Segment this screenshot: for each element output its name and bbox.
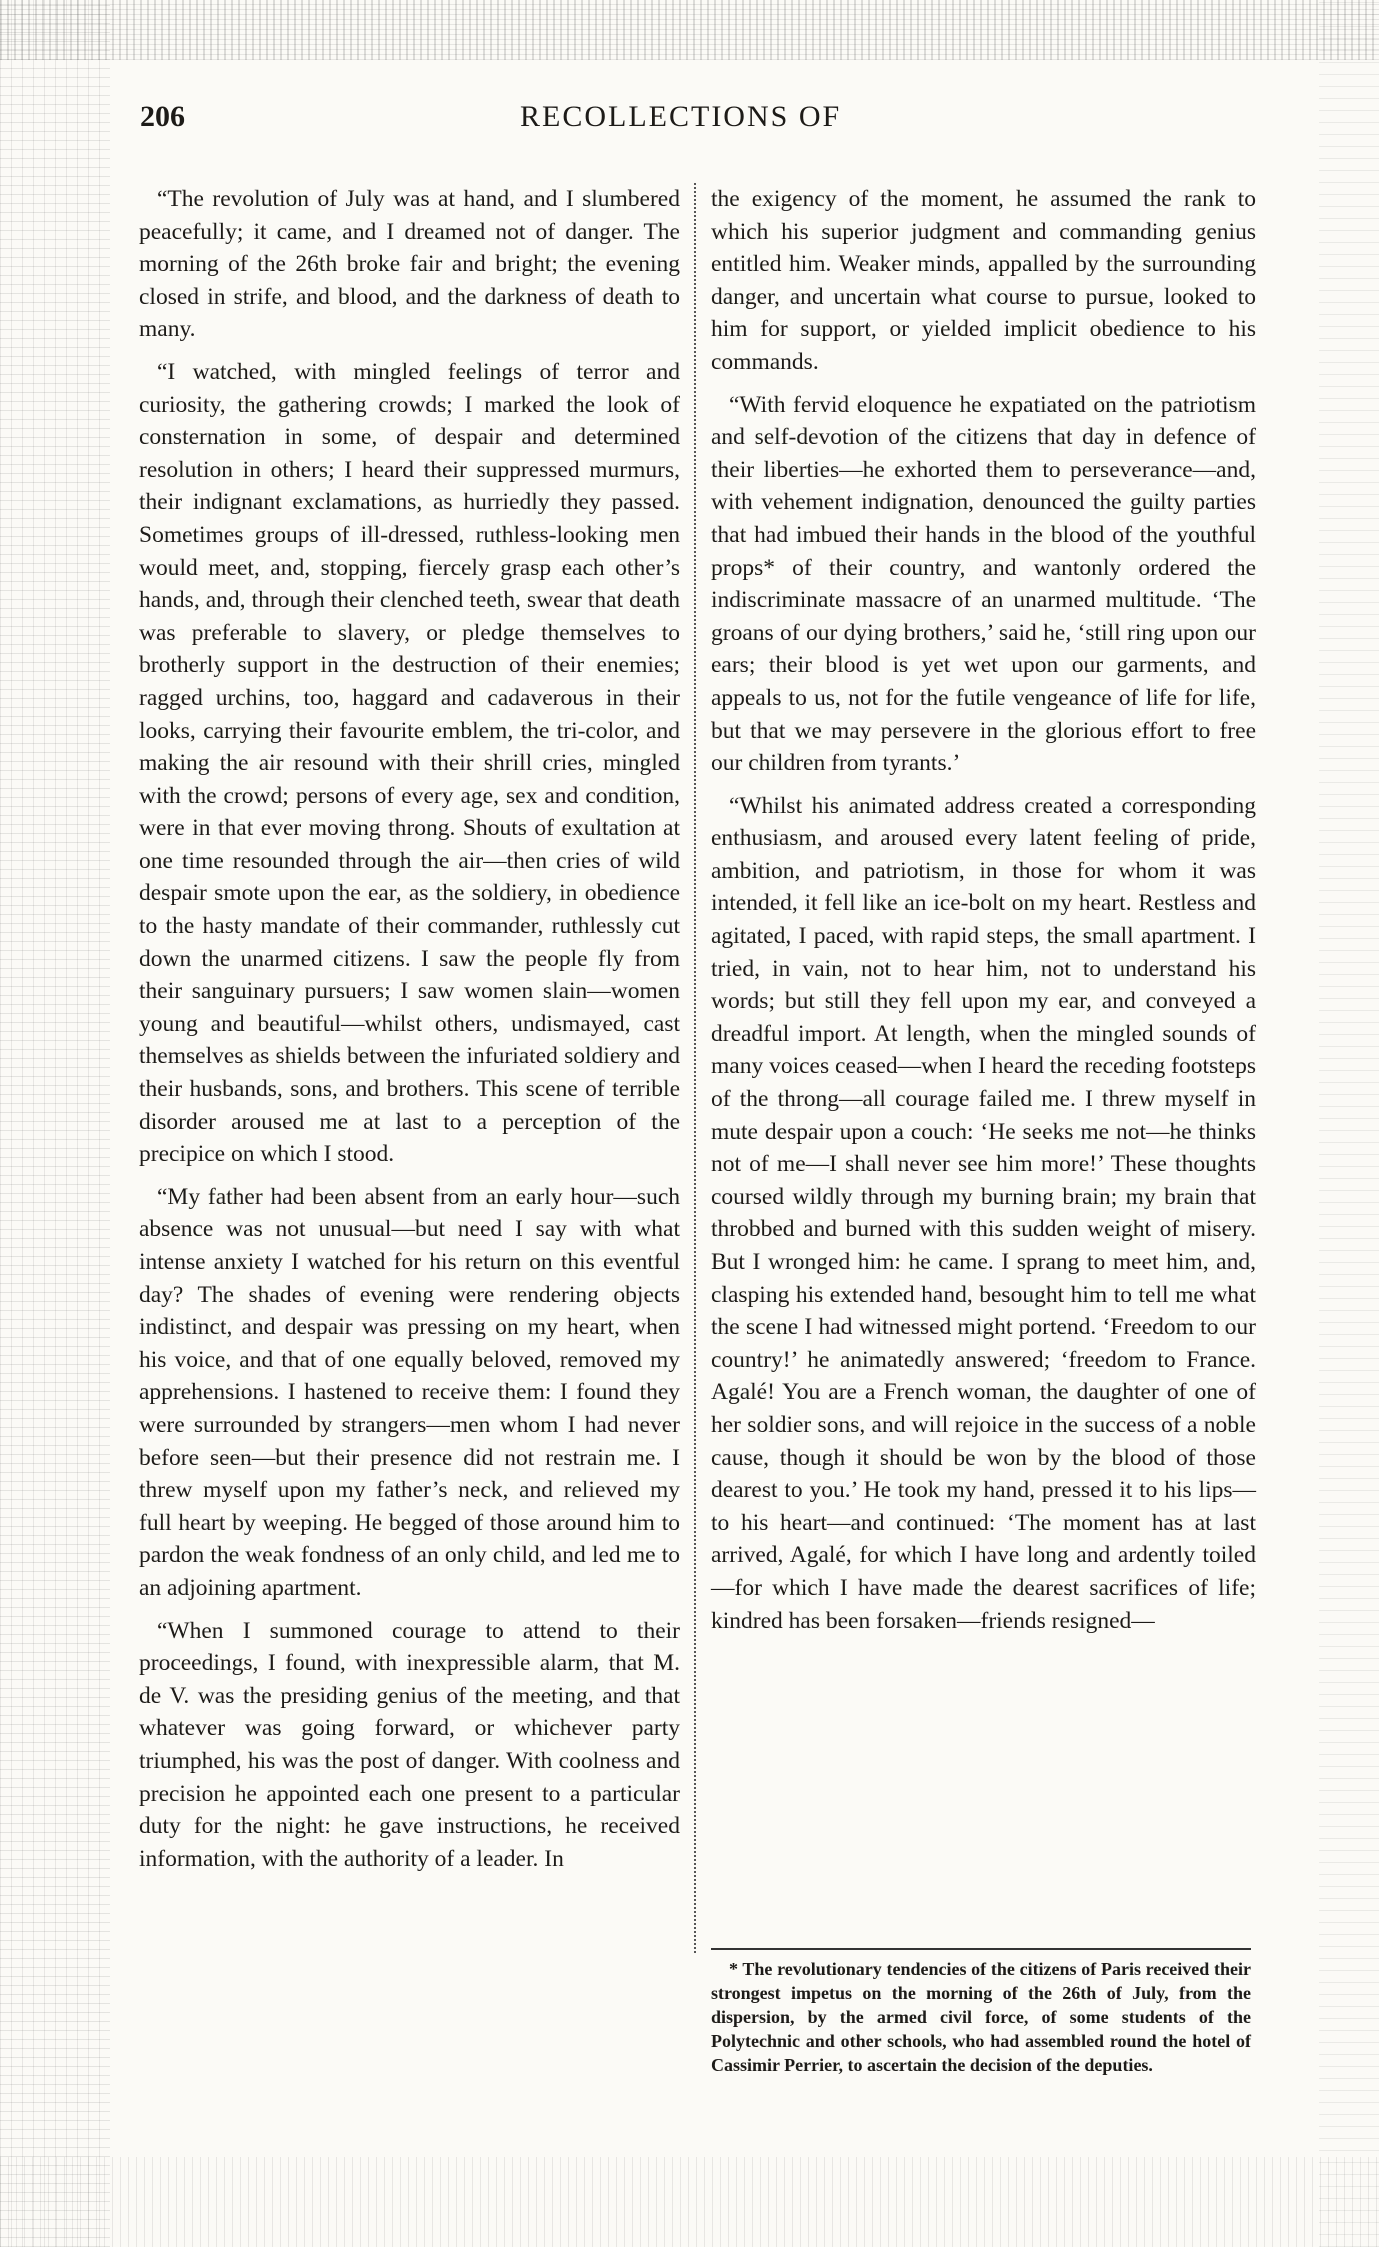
scan-noise-left [0, 0, 110, 2247]
left-column [139, 183, 680, 1885]
footnote-rule [711, 1948, 1251, 1950]
paragraph: “I watched, with mingled feelings of terror and curiosity, the gathering crowds; I marked the look of consternation in some, of despair and determined resolution in others; I heard their suppressed murmurs, their indignant exclamations, as hurriedly they passed. Sometimes groups of ill-dressed, ruthless-looking men would meet, and, stopping, fiercely grasp each other’s hands, and, through their clenched teeth, swear that death was preferable to slavery, or pledge themselves to brotherly support in the destruction of their enemies; ragged urchins, too, haggard and cadaverous in their looks, carrying their favourite emblem, the tri-color, and making the air resound with their shrill cries, mingled with the crowd; persons of every age, sex and condition, were in that ever moving throng. Shouts of exultation at one time resounded through the air—then cries of wild despair smote upon the ear, as the soldiery, in obedience to the hasty mandate of their commander, ruthlessly cut down the unarmed citizens. I saw the people fly from their sanguinary pursuers; I saw women slain—women young and beautiful—whilst others, undismayed, cast themselves as shields between the infuriated soldiery and their husbands, sons, and brothers. This scene of terrible disorder aroused me at last to a perception of the precipice on which I stood. [139, 358, 680, 1168]
footnote: * The revolutionary tendencies of the citizens of Paris received their strongest impetus on the morning of the 26th of July, from the dispersion, by the armed civil force, of some students of the Polytechnic and other schools, who had assembled round the hotel of Cassimir Perrier, to ascertain the decision of the deputies. [711, 1959, 1251, 2075]
scan-noise-right [1319, 0, 1379, 2247]
paragraph: “When I summoned courage to attend to their proceedings, I found, with inexpressible alarm, that M. de V. was the presiding genius of the meeting, and that whatever was going forward, or whichever party triumphed, his was the post of danger. With coolness and precision he appointed each one present to a particular duty for the night: he gave instructions, he received information, with the authority of a leader. In [139, 1617, 680, 1872]
paragraph: “With fervid eloquence he expatiated on the patriotism and self-devotion of the citizens that day in defence of their liberties—he exhorted them to perseverance—and, with vehement indignation, denounced the guilty parties that had imbued their hands in the blood of the youthful props* of their country, and wantonly ordered the indiscriminate massacre of an unarmed multitude. ‘The groans of our dying brothers,’ said he, ‘still ring upon our ears; their blood is yet wet upon our garments, and appeals to us, not for the futile vengeance of life for life, but that we may persevere in the glorious effort to free our children from tyrants.’ [711, 391, 1256, 777]
scan-noise-bottom [0, 2157, 1379, 2247]
page-number: 206 [140, 100, 185, 133]
paragraph: “My father had been absent from an early hour—such absence was not unusual—but need I say with what intense anxiety I watched for his return on this eventful day? The shades of evening were rendering objects indistinct, and despair was pressing on my heart, when his voice, and that of one equally beloved, removed my apprehensions. I hastened to receive them: I found they were surrounded by strangers—men whom I had never before seen—but their presence did not restrain me. I threw myself upon my father’s neck, and relieved my full heart by weeping. He begged of those around him to pardon the weak fondness of an only child, and led me to an adjoining apartment. [139, 1183, 680, 1601]
right-column [711, 183, 1256, 1647]
paragraph: “The revolution of July was at hand, and I slumbered peacefully; it came, and I dreamed not of danger. The morning of the 26th broke fair and bright; the evening closed in strife, and blood, and the darkness of death to many. [139, 186, 680, 343]
page-header [140, 100, 1250, 150]
paragraph: the exigency of the moment, he assumed the rank to which his superior judgment and commanding genius entitled him. Weaker minds, appalled by the surrounding danger, and uncertain what course to pursue, looked to him for support, or yielded implicit obedience to his commands. [711, 186, 1256, 375]
paragraph: “Whilst his animated address created a corresponding enthusiasm, and aroused every latent feeling of pride, ambition, and patriotism, in those for whom it was intended, it fell like an ice-bolt on my heart. Restless and agitated, I paced, with rapid steps, the small apartment. I tried, in vain, not to hear him, not to understand his words; but still they fell upon my ear, and conveyed a dreadful import. At length, when the mingled sounds of many voices ceased—when I heard the receding footsteps of the throng—all courage failed me. I threw myself in mute despair upon a couch: ‘He seeks me not—he thinks not of me—I shall never see him more!’ These thoughts coursed wildly through my burning brain; my brain that throbbed and burned with this sudden weight of misery. But I wronged him: he came. I sprang to meet him, and, clasping his extended hand, besought him to tell me what the scene I had witnessed might portend. ‘Freedom to our country!’ he animatedly answered; ‘freedom to France. Agalé! You are a French woman, the daughter of one of her soldier sons, and will rejoice in the success of a noble cause, though it should be won by the blood of those dearest to you.’ He took my hand, pressed it to his lips—to his heart—and continued: ‘The moment has at last arrived, Agalé, for which I have long and ardently toiled—for which I have made the dearest sacrifices of life; kindred has been forsaken—friends resigned— [711, 792, 1256, 1634]
column-divider [694, 183, 696, 1953]
running-title: RECOLLECTIONS OF [520, 100, 842, 133]
scan-noise-top [0, 0, 1379, 60]
